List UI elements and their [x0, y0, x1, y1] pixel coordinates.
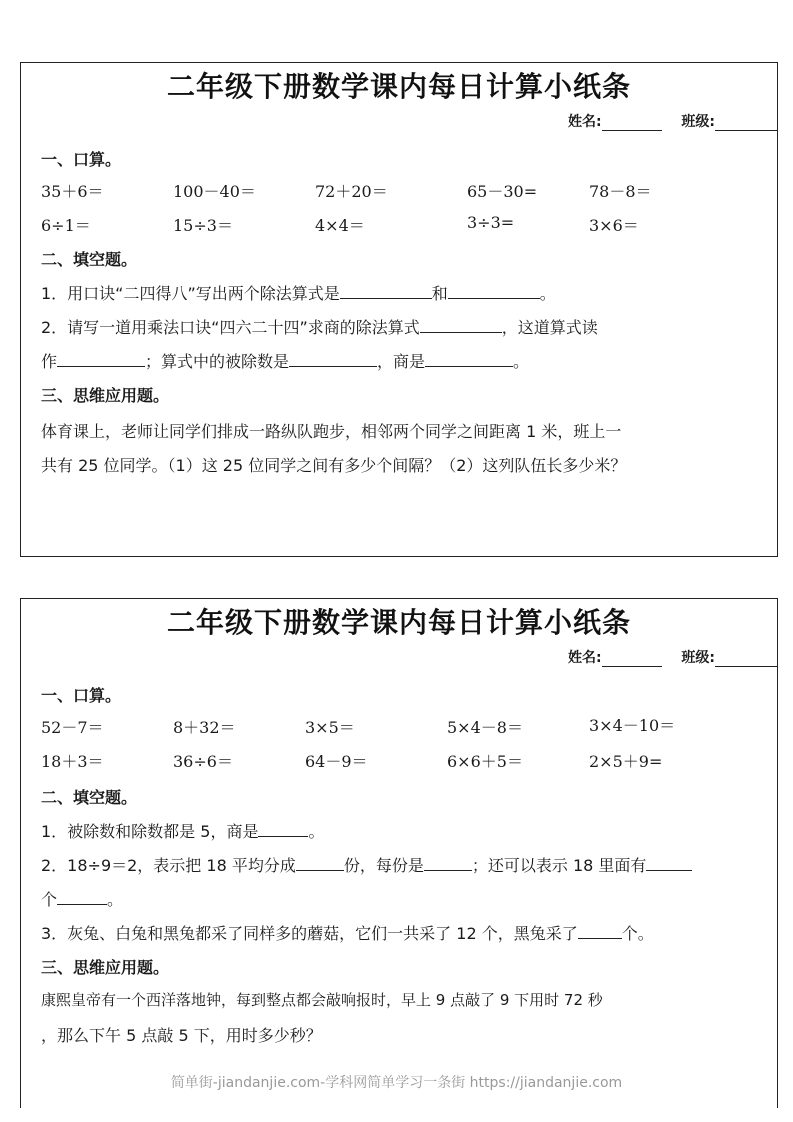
answer-blank[interactable]: [340, 282, 432, 299]
worksheet-1: [20, 62, 778, 557]
oral-item: 52－7＝: [41, 718, 104, 737]
fill-question-2-cont: [41, 349, 529, 372]
word-problem-line: 体育课上，老师让同学们排成一路纵队跑步，相邻两个同学之间距离 1 米，班上一: [41, 422, 622, 441]
worksheet-title: 二年级下册数学课内每日计算小纸条: [166, 70, 631, 103]
oral-item: 18＋3＝: [41, 752, 104, 771]
oral-item: 3÷3=: [467, 213, 515, 232]
answer-blank[interactable]: [420, 316, 502, 333]
question-text: ；还可以表示 18 里面有: [471, 856, 647, 875]
question-text: 1．被除数和除数都是 5，商是: [41, 822, 259, 841]
word-problem-line: ，那么下午 5 点敲 5 下，用时多少秒？: [41, 1026, 322, 1045]
question-text: ，这道算式读: [501, 318, 598, 337]
name-class-row: [568, 647, 777, 667]
answer-blank[interactable]: [258, 820, 308, 837]
answer-blank[interactable]: [57, 888, 107, 905]
question-text: 2．请写一道用乘法口诀“四六二十四”求商的除法算式: [41, 318, 420, 337]
question-text: 作: [41, 352, 58, 371]
oral-item: 5×4－8＝: [447, 718, 523, 737]
question-text: 个: [41, 890, 58, 909]
class-blank[interactable]: [715, 116, 777, 131]
word-problem-line: 共有 25 位同学。（1）这 25 位同学之间有多少个间隔？（2）这列队伍长多少米？: [41, 456, 627, 475]
oral-item: 65－30=: [467, 182, 538, 201]
oral-item: 15÷3＝: [173, 216, 233, 235]
answer-blank[interactable]: [424, 854, 472, 871]
question-text: 1．用口诀“二四得八”写出两个除法算式是: [41, 284, 340, 303]
question-text: 。: [539, 284, 556, 303]
name-blank[interactable]: [602, 652, 662, 667]
name-class-row: [568, 111, 777, 131]
fill-question-2: [41, 315, 598, 338]
oral-item: 4×4＝: [315, 216, 365, 235]
oral-item: 35＋6＝: [41, 182, 104, 201]
fill-question-1: [41, 819, 324, 842]
fill-question-1: [41, 281, 556, 304]
oral-item: 3×6＝: [589, 216, 639, 235]
fill-question-2: [41, 853, 692, 876]
name-label: 姓名:: [568, 114, 602, 130]
oral-item: 36÷6＝: [173, 752, 233, 771]
oral-item: 72＋20＝: [315, 182, 388, 201]
worksheet-2: [20, 598, 778, 1108]
question-text: 份，每份是: [343, 856, 424, 875]
answer-blank[interactable]: [646, 854, 692, 871]
oral-item: 8＋32＝: [173, 718, 236, 737]
oral-item: 6÷1＝: [41, 216, 91, 235]
question-text: 。: [308, 822, 325, 841]
oral-item: 6×6＋5＝: [447, 752, 523, 771]
answer-blank[interactable]: [57, 350, 145, 367]
section-oral-heading: 一、口算。: [41, 686, 122, 705]
footer-watermark: 简单街-jiandanjie.com-学科网简单学习一条街 https://jiandanjie.com: [170, 1075, 623, 1091]
section-fill-heading: 二、填空题。: [41, 250, 138, 269]
section-word-problem-heading: 三、思维应用题。: [41, 386, 170, 405]
oral-item: 2×5＋9=: [589, 752, 663, 771]
question-text: 。: [513, 352, 530, 371]
oral-item: 64－9＝: [305, 752, 368, 771]
answer-blank[interactable]: [296, 854, 344, 871]
question-text: ；算式中的被除数是: [145, 352, 290, 371]
section-fill-heading: 二、填空题。: [41, 788, 138, 807]
question-text: ，商是: [377, 352, 426, 371]
oral-item: 3×5＝: [305, 718, 355, 737]
worksheet-title: 二年级下册数学课内每日计算小纸条: [166, 606, 631, 639]
question-text: 。: [107, 890, 124, 909]
question-text: 和: [431, 284, 448, 303]
question-text: 3．灰兔、白兔和黑兔都采了同样多的蘑菇，它们一共采了 12 个，黑兔采了: [41, 924, 578, 943]
class-blank[interactable]: [715, 652, 777, 667]
word-problem-line: 康熙皇帝有一个西洋落地钟，每到整点都会敲响报时，早上 9 点敲了 9 下用时 72 秒: [41, 991, 603, 1009]
oral-item: 100－40＝: [173, 182, 256, 201]
answer-blank[interactable]: [289, 350, 377, 367]
question-text: 2．18÷9＝2，表示把 18 平均分成: [41, 856, 296, 875]
answer-blank[interactable]: [448, 282, 540, 299]
section-oral-heading: 一、口算。: [41, 150, 122, 169]
answer-blank[interactable]: [425, 350, 513, 367]
answer-blank[interactable]: [578, 922, 622, 939]
fill-question-3: [41, 921, 654, 944]
name-label: 姓名:: [568, 650, 602, 666]
oral-item: 3×4－10＝: [589, 716, 676, 735]
name-blank[interactable]: [602, 116, 662, 131]
oral-item: 78－8＝: [589, 182, 652, 201]
section-word-problem-heading: 三、思维应用题。: [41, 958, 170, 977]
fill-question-2-cont: [41, 887, 123, 910]
class-label: 班级:: [681, 650, 715, 666]
question-text: 个。: [621, 924, 654, 943]
class-label: 班级:: [681, 114, 715, 130]
